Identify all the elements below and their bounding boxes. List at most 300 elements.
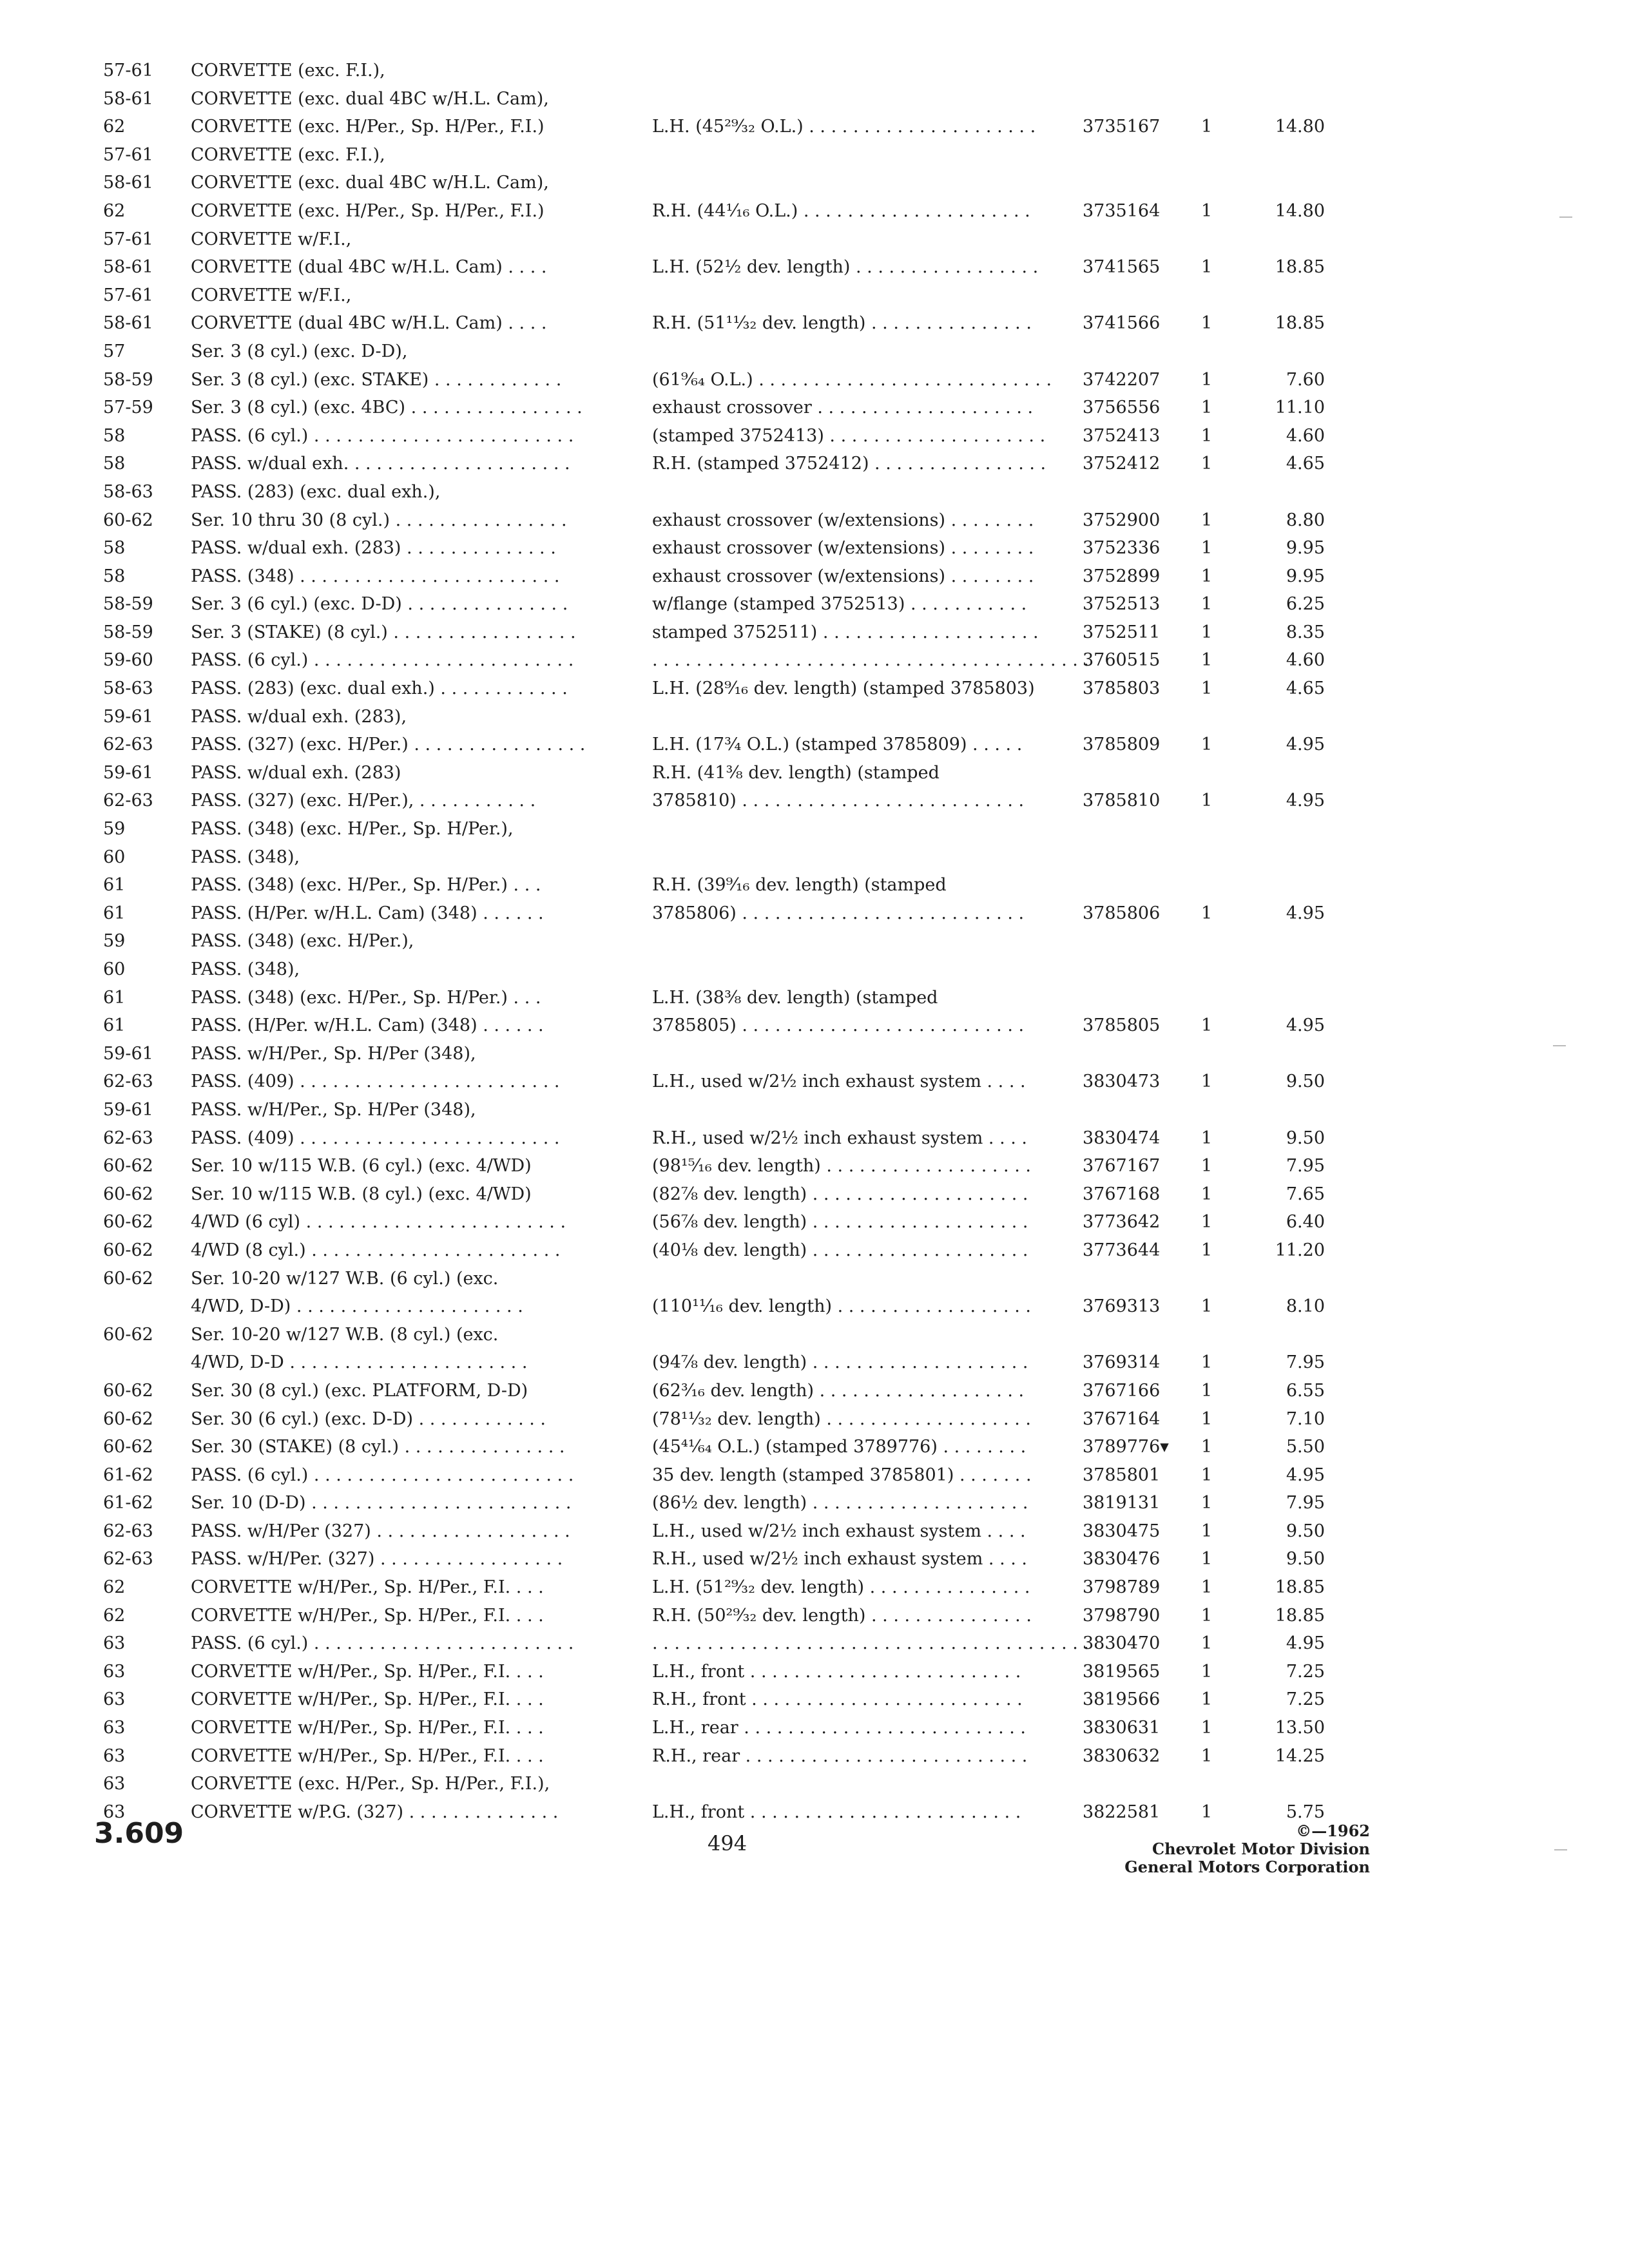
quantity-cell: 1 [1201,1296,1213,1317]
table-row [103,450,1327,478]
model-cell: PASS. (348) (exc. H/Per., Sp. H/Per.), [191,819,514,840]
years-cell: 63 [103,1689,126,1710]
years-cell: 60-62 [103,1156,153,1177]
table-row [103,1208,1327,1236]
table-row [103,1405,1327,1434]
years-cell: 62 [103,1577,126,1598]
description-cell: 3785806) . . . . . . . . . . . . . . . . . . . . . . . . . . [652,903,1025,923]
model-cell: CORVETTE w/H/Per., Sp. H/Per., F.I. . . . [191,1745,544,1766]
years-cell: 62-63 [103,735,153,755]
years-cell: 58-59 [103,622,153,642]
table-row [103,871,1327,899]
description-cell: stamped 3752511) . . . . . . . . . . . . . . . . . . . . [652,622,1039,642]
table-row [103,478,1327,506]
model-cell: Ser. 30 (STAKE) (8 cyl.) . . . . . . . . . . . . . . . [191,1437,565,1457]
table-row [103,646,1327,675]
quantity-cell: 1 [1201,313,1213,334]
model-cell: PASS. (6 cyl.) . . . . . . . . . . . . . . . . . . . . . . . . [191,650,574,671]
description-cell: (98¹⁵⁄₁₆ dev. length) . . . . . . . . . . . . . . . . . . . [652,1156,1031,1177]
model-cell: CORVETTE w/H/Per., Sp. H/Per., F.I. . . . [191,1605,544,1626]
table-row [103,506,1327,535]
model-cell: PASS. w/H/Per (327) . . . . . . . . . . . . . . . . . . [191,1521,570,1541]
price-cell: 4.95 [1286,735,1325,755]
years-cell: 59-60 [103,650,153,671]
years-cell: 62-63 [103,1128,153,1148]
model-cell: Ser. 10 thru 30 (8 cyl.) . . . . . . . . . . . . . . . . [191,510,567,530]
description-cell: (86½ dev. length) . . . . . . . . . . . . . . . . . . . . [652,1493,1028,1514]
quantity-cell: 1 [1201,200,1213,221]
description-cell: L.H. (17¾ O.L.) (stamped 3785809) . . . . . [652,735,1023,755]
table-row [103,1124,1327,1153]
model-cell: 4/WD (6 cyl) . . . . . . . . . . . . . . . . . . . . . . . . [191,1212,566,1233]
price-cell: 9.50 [1286,1549,1325,1570]
part-number-cell: 3752413 [1083,425,1161,446]
years-cell: 60 [103,847,126,867]
years-cell: 60-62 [103,1437,153,1457]
years-cell: 59-61 [103,762,153,783]
model-cell: PASS. w/H/Per., Sp. H/Per (348), [191,1043,476,1064]
part-number-cell: 3769314 [1083,1352,1161,1373]
price-cell: 4.95 [1286,1633,1325,1654]
price-cell: 6.25 [1286,594,1325,615]
model-cell: CORVETTE w/F.I., [191,285,352,305]
table-row [103,85,1327,113]
years-cell: 60-62 [103,510,153,530]
price-cell: 14.80 [1275,117,1325,137]
years-cell: 60-62 [103,1380,153,1401]
years-cell: 61-62 [103,1465,153,1485]
description-cell: (62³⁄₁₆ dev. length) . . . . . . . . . . . . . . . . . . . [652,1380,1025,1401]
table-row [103,1629,1327,1658]
part-number-cell: 3819566 [1083,1689,1161,1710]
table-row [103,1068,1327,1096]
years-cell: 60-62 [103,1268,153,1289]
years-cell: 61 [103,875,126,896]
years-cell: 57-61 [103,61,153,81]
model-cell: Ser. 30 (6 cyl.) (exc. D-D) . . . . . . . . . . . . [191,1408,546,1429]
years-cell: 58-59 [103,369,153,390]
quantity-cell: 1 [1201,1408,1213,1429]
price-cell: 14.80 [1275,200,1325,221]
model-cell: PASS. (348), [191,959,300,979]
table-row [103,731,1327,759]
years-cell: 61 [103,987,126,1008]
part-number-cell: 3830631 [1083,1718,1161,1738]
table-row [103,1658,1327,1686]
part-number-cell: 3830474 [1083,1128,1161,1148]
part-number-cell: 3798790 [1083,1605,1161,1626]
description-cell: (56⅞ dev. length) . . . . . . . . . . . . . . . . . . . . [652,1212,1028,1233]
years-cell: 62 [103,1605,126,1626]
model-cell: PASS. (348) . . . . . . . . . . . . . . . . . . . . . . . . [191,566,560,586]
description-cell: L.H., rear . . . . . . . . . . . . . . . . . . . . . . . . . . [652,1718,1026,1738]
table-row [103,534,1327,562]
model-cell: Ser. 10 (D-D) . . . . . . . . . . . . . . . . . . . . . . . . [191,1493,572,1514]
model-cell: Ser. 3 (8 cyl.) (exc. 4BC) . . . . . . . . . . . . . . . . [191,398,583,418]
price-cell: 4.95 [1286,1465,1325,1485]
quantity-cell: 1 [1201,903,1213,923]
table-row [103,1321,1327,1349]
quantity-cell: 1 [1201,1718,1213,1738]
part-number-cell: 3756556 [1083,398,1161,418]
years-cell: 63 [103,1661,126,1682]
description-cell: 3785805) . . . . . . . . . . . . . . . . . . . . . . . . . . [652,1015,1025,1036]
price-cell: 8.80 [1286,510,1325,530]
model-cell: CORVETTE (dual 4BC w/H.L. Cam) . . . . [191,257,547,278]
part-number-cell: 3830473 [1083,1072,1161,1092]
table-row [103,169,1327,197]
years-cell: 62 [103,200,126,221]
price-cell: 7.95 [1286,1493,1325,1514]
table-row [103,1433,1327,1461]
quantity-cell: 1 [1201,1128,1213,1148]
price-cell: 5.50 [1286,1437,1325,1457]
table-row [103,1602,1327,1630]
quantity-cell: 1 [1201,425,1213,446]
copyright-notice [1119,1822,1370,1876]
model-cell: Ser. 3 (STAKE) (8 cyl.) . . . . . . . . . . . . . . . . . [191,622,576,642]
table-row [103,1573,1327,1602]
description-cell: R.H. (41³⁄₈ dev. length) (stamped [652,762,940,783]
description-cell: w/flange (stamped 3752513) . . . . . . . . . . . [652,594,1027,615]
years-cell: 59-61 [103,706,153,727]
table-row [103,984,1327,1012]
table-row [103,1236,1327,1265]
part-number-cell: 3769313 [1083,1296,1161,1317]
price-cell: 4.60 [1286,425,1325,446]
table-row [103,1096,1327,1124]
description-cell: (110¹¹⁄₁₆ dev. length) . . . . . . . . . . . . . . . . . . [652,1296,1031,1317]
model-cell: PASS. (409) . . . . . . . . . . . . . . . . . . . . . . . . [191,1072,560,1092]
model-cell: 4/WD, D-D) . . . . . . . . . . . . . . . . . . . . . [191,1296,523,1317]
price-cell: 11.10 [1275,398,1325,418]
table-row [103,1180,1327,1209]
model-cell: 4/WD (8 cyl.) . . . . . . . . . . . . . . . . . . . . . . . [191,1240,561,1260]
table-row [103,1152,1327,1180]
quantity-cell: 1 [1201,538,1213,559]
description-cell: R.H. (51¹¹⁄₃₂ dev. length) . . . . . . . . . . . . . . . [652,313,1032,334]
section-code: 3.609 [94,1817,184,1850]
part-number-cell: 3767168 [1083,1184,1161,1204]
price-cell: 6.40 [1286,1212,1325,1233]
model-cell: CORVETTE w/P.G. (327) . . . . . . . . . . . . . . [191,1802,559,1822]
description-cell: (40⅛ dev. length) . . . . . . . . . . . . . . . . . . . . [652,1240,1028,1260]
price-cell: 8.10 [1286,1296,1325,1317]
part-number-cell: 3830476 [1083,1549,1161,1570]
years-cell: 58-61 [103,257,153,278]
quantity-cell: 1 [1201,650,1213,671]
description-cell: 3785810) . . . . . . . . . . . . . . . . . . . . . . . . . . [652,791,1025,811]
part-number-cell: 3735164 [1083,200,1161,221]
model-cell: CORVETTE (exc. H/Per., Sp. H/Per., F.I.) [191,200,545,221]
price-cell: 4.95 [1286,1015,1325,1036]
model-cell: PASS. w/H/Per. (327) . . . . . . . . . . . . . . . . . [191,1549,563,1570]
part-number-cell: 3819131 [1083,1493,1161,1514]
price-cell: 8.35 [1286,622,1325,642]
quantity-cell: 1 [1201,1380,1213,1401]
price-cell: 9.50 [1286,1128,1325,1148]
description-cell: (45⁴¹⁄₆₄ O.L.) (stamped 3789776) . . . . . . . . [652,1437,1027,1457]
price-cell: 4.95 [1286,791,1325,811]
price-cell: 7.25 [1286,1689,1325,1710]
quantity-cell: 1 [1201,1212,1213,1233]
years-cell: 62-63 [103,1549,153,1570]
years-cell: 60 [103,959,126,979]
table-row [103,113,1327,141]
part-number-cell: 3767166 [1083,1380,1161,1401]
model-cell: 4/WD, D-D . . . . . . . . . . . . . . . . . . . . . . [191,1352,528,1373]
table-row [103,226,1327,254]
model-cell: CORVETTE w/H/Per., Sp. H/Per., F.I. . . . [191,1661,544,1682]
part-number-cell: 3767164 [1083,1408,1161,1429]
table-row [103,141,1327,169]
description-cell: R.H. (stamped 3752412) . . . . . . . . . . . . . . . . [652,454,1046,474]
model-cell: CORVETTE w/H/Per., Sp. H/Per., F.I. . . . [191,1689,544,1710]
description-cell: L.H., front . . . . . . . . . . . . . . . . . . . . . . . . . [652,1802,1021,1822]
years-cell: 57-61 [103,144,153,165]
years-cell: 58 [103,566,126,586]
model-cell: PASS. w/dual exh. . . . . . . . . . . . . . . . . . . . . [191,454,570,474]
table-row [103,1377,1327,1405]
model-cell: CORVETTE (exc. dual 4BC w/H.L. Cam), [191,173,549,193]
table-row [103,843,1327,872]
years-cell: 62-63 [103,1521,153,1541]
part-number-cell: 3742207 [1083,369,1161,390]
description-cell: exhaust crossover (w/extensions) . . . . . . . . [652,510,1034,530]
model-cell: CORVETTE (dual 4BC w/H.L. Cam) . . . . [191,313,547,334]
quantity-cell: 1 [1201,1689,1213,1710]
years-cell: 58-63 [103,678,153,699]
quantity-cell: 1 [1201,1549,1213,1570]
quantity-cell: 1 [1201,1352,1213,1373]
table-row [103,759,1327,787]
description-cell: L.H., used w/2½ inch exhaust system . . . . [652,1521,1026,1541]
table-row [103,1545,1327,1573]
margin-mark [1553,1045,1566,1046]
quantity-cell: 1 [1201,398,1213,418]
quantity-cell: 1 [1201,1465,1213,1485]
years-cell: 59-61 [103,1099,153,1120]
description-cell: (78¹¹⁄₃₂ dev. length) . . . . . . . . . . . . . . . . . . . [652,1408,1031,1429]
description-cell: . . . . . . . . . . . . . . . . . . . . . . . . . . . . . . . . . . . . . . . . [652,650,1090,671]
price-cell: 9.50 [1286,1072,1325,1092]
model-cell: CORVETTE w/F.I., [191,229,352,249]
model-cell: PASS. (327) (exc. H/Per.) . . . . . . . . . . . . . . . . [191,735,586,755]
years-cell: 59 [103,931,126,952]
description-cell: L.H. (52½ dev. length) . . . . . . . . . . . . . . . . . [652,257,1039,278]
years-cell: 57-59 [103,398,153,418]
model-cell: PASS. (6 cyl.) . . . . . . . . . . . . . . . . . . . . . . . . [191,1465,574,1485]
model-cell: PASS. (283) (exc. dual exh.) . . . . . . . . . . . . [191,678,568,699]
part-number-cell: 3773644 [1083,1240,1161,1260]
model-cell: PASS. (283) (exc. dual exh.), [191,481,441,502]
description-cell: exhaust crossover (w/extensions) . . . . . . . . [652,538,1034,559]
quantity-cell: 1 [1201,1493,1213,1514]
price-cell: 18.85 [1275,1605,1325,1626]
model-cell: CORVETTE (exc. H/Per., Sp. H/Per., F.I.) [191,117,545,137]
model-cell: PASS. (348), [191,847,300,867]
quantity-cell: 1 [1201,1156,1213,1177]
table-row [103,1742,1327,1771]
years-cell: 60-62 [103,1240,153,1260]
table-row [103,1293,1327,1321]
description-cell: . . . . . . . . . . . . . . . . . . . . . . . . . . . . . . . . . . . . . . . . [652,1633,1090,1654]
table-row [103,562,1327,591]
years-cell: 63 [103,1718,126,1738]
part-number-cell: 3819565 [1083,1661,1161,1682]
price-cell: 9.95 [1286,566,1325,586]
price-cell: 13.50 [1275,1718,1325,1738]
part-number-cell: 3830470 [1083,1633,1161,1654]
years-cell: 59-61 [103,1043,153,1064]
part-number-cell: 3773642 [1083,1212,1161,1233]
part-number-cell: 3785801 [1083,1465,1161,1485]
table-row [103,253,1327,282]
part-number-cell: 3752513 [1083,594,1161,615]
copyright-division: Chevrolet Motor Division [1152,1840,1370,1858]
price-cell: 4.65 [1286,678,1325,699]
part-number-cell: 3767167 [1083,1156,1161,1177]
table-row [103,1040,1327,1068]
part-number-cell: 3735167 [1083,117,1161,137]
description-cell: L.H., front . . . . . . . . . . . . . . . . . . . . . . . . . [652,1661,1021,1682]
table-row [103,338,1327,366]
quantity-cell: 1 [1201,678,1213,699]
model-cell: PASS. (348) (exc. H/Per.), [191,931,414,952]
description-cell: L.H., used w/2½ inch exhaust system . . . . [652,1072,1026,1092]
price-cell: 9.95 [1286,538,1325,559]
table-row [103,1461,1327,1490]
description-cell: exhaust crossover (w/extensions) . . . . . . . . [652,566,1034,586]
margin-mark [1554,1849,1567,1850]
years-cell: 63 [103,1745,126,1766]
years-cell: 57 [103,341,126,361]
table-row [103,675,1327,703]
model-cell: Ser. 10 w/115 W.B. (8 cyl.) (exc. 4/WD) [191,1184,532,1204]
model-cell: PASS. (348) (exc. H/Per., Sp. H/Per.) . . . [191,987,541,1008]
years-cell: 61-62 [103,1493,153,1514]
table-row [103,815,1327,843]
description-cell: 35 dev. length (stamped 3785801) . . . . . . . [652,1465,1032,1485]
years-cell: 58 [103,454,126,474]
years-cell: 58-63 [103,481,153,502]
model-cell: Ser. 10 w/115 W.B. (6 cyl.) (exc. 4/WD) [191,1156,532,1177]
table-row [103,899,1327,928]
table-row [103,956,1327,984]
model-cell: PASS. (H/Per. w/H.L. Cam) (348) . . . . . . [191,903,544,923]
margin-mark [1559,216,1572,218]
years-cell: 62 [103,117,126,137]
table-row [103,927,1327,956]
description-cell: R.H., rear . . . . . . . . . . . . . . . . . . . . . . . . . . [652,1745,1028,1766]
model-cell: CORVETTE w/H/Per., Sp. H/Per., F.I. . . . [191,1577,544,1598]
price-cell: 7.10 [1286,1408,1325,1429]
quantity-cell: 1 [1201,1802,1213,1822]
table-row [103,1489,1327,1517]
quantity-cell: 1 [1201,510,1213,530]
copyright-corporation: General Motors Corporation [1124,1858,1370,1876]
table-row [103,590,1327,619]
table-row [103,703,1327,731]
quantity-cell: 1 [1201,622,1213,642]
price-cell: 9.50 [1286,1521,1325,1541]
part-number-cell: 3785810 [1083,791,1161,811]
table-row [103,197,1327,226]
model-cell: CORVETTE (exc. F.I.), [191,61,385,81]
years-cell: 57-61 [103,285,153,305]
model-cell: PASS. (H/Per. w/H.L. Cam) (348) . . . . . . [191,1015,544,1036]
quantity-cell: 1 [1201,1184,1213,1204]
table-row [103,1012,1327,1040]
table-row [103,394,1327,422]
model-cell: Ser. 3 (8 cyl.) (exc. STAKE) . . . . . . . . . . . . [191,369,562,390]
part-number-cell: 3798789 [1083,1577,1161,1598]
quantity-cell: 1 [1201,369,1213,390]
quantity-cell: 1 [1201,1745,1213,1766]
quantity-cell: 1 [1201,117,1213,137]
years-cell: 58-61 [103,88,153,109]
model-cell: PASS. w/H/Per., Sp. H/Per (348), [191,1099,476,1120]
model-cell: PASS. w/dual exh. (283) . . . . . . . . . . . . . . [191,538,556,559]
description-cell: R.H., front . . . . . . . . . . . . . . . . . . . . . . . . . [652,1689,1023,1710]
description-cell: (94⅞ dev. length) . . . . . . . . . . . . . . . . . . . . [652,1352,1028,1373]
model-cell: PASS. (6 cyl.) . . . . . . . . . . . . . . . . . . . . . . . . [191,425,574,446]
part-number-cell: 3789776▾ [1083,1437,1169,1457]
years-cell: 63 [103,1633,126,1654]
description-cell: L.H. (45²⁹⁄₃₂ O.L.) . . . . . . . . . . . . . . . . . . . . . [652,117,1036,137]
price-cell: 7.95 [1286,1156,1325,1177]
years-cell: 63 [103,1802,126,1822]
model-cell: PASS. w/dual exh. (283), [191,706,407,727]
years-cell: 60-62 [103,1324,153,1345]
model-cell: CORVETTE (exc. dual 4BC w/H.L. Cam), [191,88,549,109]
years-cell: 60-62 [103,1184,153,1204]
model-cell: PASS. (327) (exc. H/Per.), . . . . . . . . . . . [191,791,536,811]
model-cell: CORVETTE (exc. H/Per., Sp. H/Per., F.I.), [191,1774,550,1794]
quantity-cell: 1 [1201,566,1213,586]
part-number-cell: 3752511 [1083,622,1161,642]
page-footer [0,1817,1629,1894]
years-cell: 58-61 [103,313,153,334]
model-cell: CORVETTE w/H/Per., Sp. H/Per., F.I. . . . [191,1718,544,1738]
table-row [103,619,1327,647]
quantity-cell: 1 [1201,735,1213,755]
description-cell: (61⁹⁄₆₄ O.L.) . . . . . . . . . . . . . . . . . . . . . . . . . . . [652,369,1052,390]
years-cell: 59 [103,819,126,840]
years-cell: 62-63 [103,1072,153,1092]
parts-list [103,57,1327,1826]
price-cell: 5.75 [1286,1802,1325,1822]
price-cell: 7.65 [1286,1184,1325,1204]
years-cell: 58 [103,425,126,446]
price-cell: 6.55 [1286,1380,1325,1401]
description-cell: R.H. (39⁹⁄₁₆ dev. length) (stamped [652,875,947,896]
model-cell: PASS. (348) (exc. H/Per., Sp. H/Per.) . . . [191,875,541,896]
quantity-cell: 1 [1201,1521,1213,1541]
model-cell: PASS. (6 cyl.) . . . . . . . . . . . . . . . . . . . . . . . . [191,1633,574,1654]
description-cell: L.H. (51²⁹⁄₃₂ dev. length) . . . . . . . . . . . . . . . [652,1577,1030,1598]
model-cell: PASS. (409) . . . . . . . . . . . . . . . . . . . . . . . . [191,1128,560,1148]
description-cell: L.H. (28⁹⁄₁₆ dev. length) (stamped 3785803) [652,678,1035,699]
quantity-cell: 1 [1201,1437,1213,1457]
table-row [103,282,1327,310]
years-cell: 57-61 [103,229,153,249]
model-cell: CORVETTE (exc. F.I.), [191,144,385,165]
years-cell: 58-59 [103,594,153,615]
description-cell: (stamped 3752413) . . . . . . . . . . . . . . . . . . . . [652,425,1046,446]
description-cell: L.H. (38³⁄₈ dev. length) (stamped [652,987,938,1008]
copyright-year: ©—1962 [1296,1821,1370,1840]
